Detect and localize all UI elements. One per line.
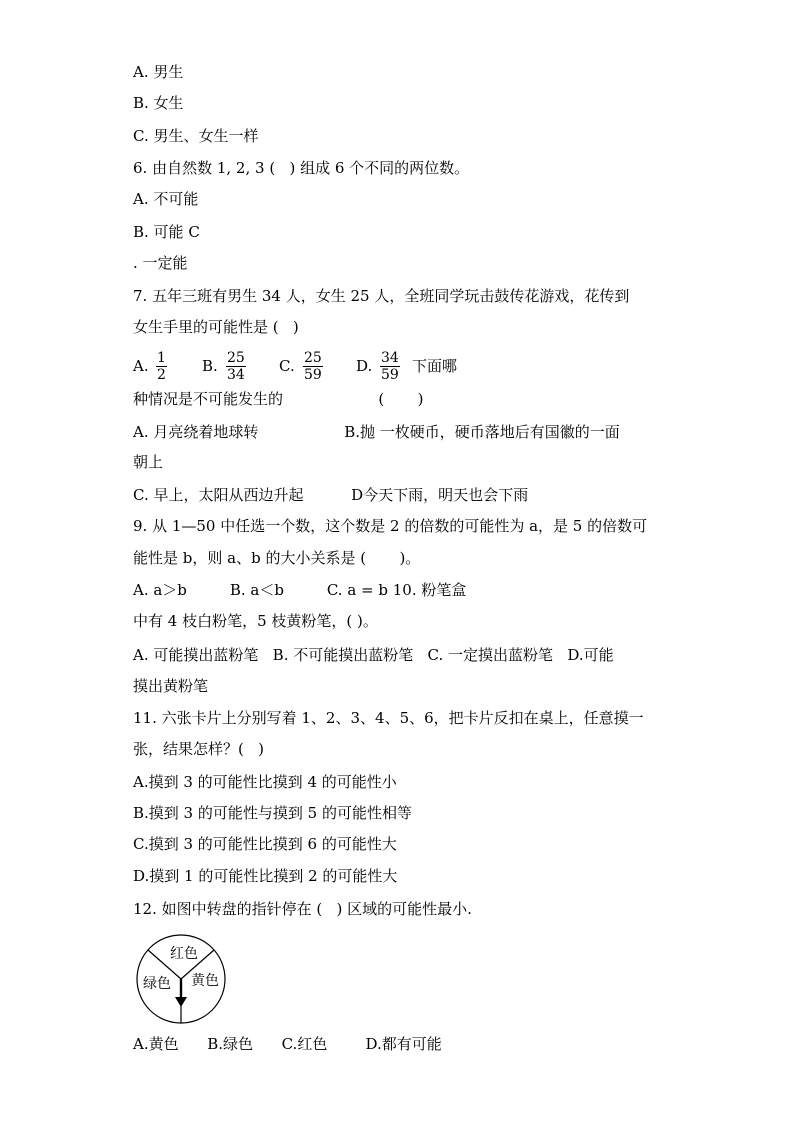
spinner-figure — [134, 933, 230, 1025]
question-12: 12. 如图中转盘的指针停在 ( ) 区域的可能性最小. — [133, 900, 472, 918]
q11-option-b: B.摸到 3 的可能性与摸到 5 的可能性相等 — [133, 804, 412, 822]
question-7-line2: 女生手里的可能性是 ( ) — [133, 318, 299, 336]
q5-option-a: A. 男生 — [133, 63, 184, 81]
denominator: 34 — [227, 367, 245, 383]
q7-option-b-label: B. — [202, 357, 218, 375]
fraction-25-59 — [303, 350, 323, 383]
question-6: 6. 由自然数 1, 2, 3 ( ) 组成 6 个不同的两位数。 — [133, 159, 470, 177]
q11-option-d: D.摸到 1 的可能性比摸到 2 的可能性大 — [133, 867, 398, 885]
numerator: 25 — [227, 350, 245, 366]
question-8-start: 下面哪 — [412, 357, 458, 375]
q11-option-a: A.摸到 3 的可能性比摸到 4 的可能性小 — [133, 773, 397, 791]
fraction-one-half — [156, 350, 167, 383]
q7-option-d-label: D. — [356, 357, 373, 375]
q5-option-c: C. 男生、女生一样 — [133, 127, 259, 145]
q8-options-cd: C. 早上，太阳从西边升起 D今天下雨，明天也会下雨 — [133, 486, 529, 504]
q9-options: A. a＞b B. a＜b C. a = b 10. 粉笔盒 — [133, 581, 467, 599]
question-7-line1: 7. 五年三班有男生 34 人，女生 25 人，全班同学玩击鼓传花游戏，花传到 — [133, 287, 630, 305]
denominator: 2 — [157, 367, 166, 383]
arrow-down-icon — [175, 997, 187, 1007]
q12-options: A.黄色 B.绿色 C.红色 D.都有可能 — [133, 1035, 442, 1053]
q11-option-c: C.摸到 3 的可能性比摸到 6 的可能性大 — [133, 835, 397, 853]
question-11-line2: 张，结果怎样？( ) — [133, 740, 265, 758]
q7-option-c-label: C. — [279, 357, 295, 375]
question-11-line1: 11. 六张卡片上分别写着 1、2、3、4、5、6，把卡片反扣在桌上，任意摸一 — [133, 709, 644, 727]
question-8-line2: 种情况是不可能发生的 ( ) — [133, 390, 424, 408]
q10-options: A. 可能摸出蓝粉笔 B. 不可能摸出蓝粉笔 C. 一定摸出蓝粉笔 D.可能 — [133, 646, 614, 664]
q8-options-ab: A. 月亮绕着地球转 B.抛 一枚硬币，硬币落地后有国徽的一面 — [133, 423, 620, 441]
question-9-line2: 能性是 b，则 a、b 的大小关系是 ( )。 — [133, 549, 421, 567]
q5-option-b: B. 女生 — [133, 94, 184, 112]
numerator: 1 — [157, 350, 166, 366]
q10-options-cont: 摸出黄粉笔 — [133, 677, 209, 695]
q6-option-a: A. 不可能 — [133, 190, 199, 208]
numerator: 34 — [381, 350, 399, 366]
question-10: 中有 4 枝白粉笔，5 枝黄粉笔，( )。 — [133, 612, 378, 630]
fraction-25-34 — [226, 350, 246, 383]
q8-options-ab-cont: 朝上 — [133, 453, 164, 471]
denominator: 59 — [304, 367, 322, 383]
spinner-label-red: 红色 — [170, 946, 198, 962]
q7-option-a-label: A. — [133, 357, 149, 375]
numerator: 25 — [304, 350, 322, 366]
question-9-line1: 9. 从 1—50 中任选一个数，这个数是 2 的倍数的可能性为 a，是 5 的倍数可 — [133, 517, 648, 535]
denominator: 59 — [381, 367, 399, 383]
q6-option-b: B. 可能 C — [133, 223, 200, 241]
q6-option-c: . 一定能 — [133, 254, 188, 272]
fraction-34-59 — [380, 350, 400, 383]
spinner-label-yellow: 黄色 — [191, 973, 219, 989]
spinner-label-green: 绿色 — [143, 976, 171, 992]
